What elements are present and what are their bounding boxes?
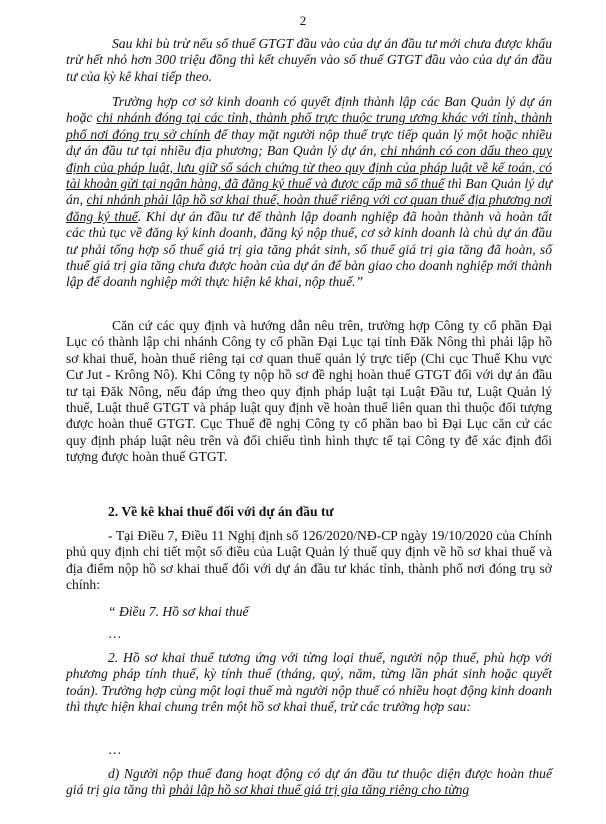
para2-text-2: để thay mặt người nộp thuế trực tiếp quản lý một hoặc nhiều dự án đầu tư tại nhiều địa phương; Ban Quản lý dự án,	[66, 126, 552, 159]
paragraph-offset-carryover: Sau khi bù trừ nếu số thuế GTGT đầu vào của dự án đầu tư mới chưa được khấu trừ hết nhỏ hơn 300 triệu đồng thì kết chuyển vào số thuế GTGT đầu vào của dự án đầu tư của kỳ kê khai tiếp theo.	[66, 36, 552, 84]
paragraph-clause-d	[66, 766, 552, 799]
para6-text-1: d) Người nộp thuế đang hoạt động có dự án đầu tư thuộc diện được hoàn thuế giá trị gia tăng thì	[66, 766, 552, 798]
para2-text-1: Trường hợp cơ sở kinh doanh có quyết định thành lập các Ban Quản lý dự án hoặc	[66, 94, 552, 126]
para6-underlined-1: phải lập hồ sơ khai thuế giá trị gia tăng riêng cho từng	[169, 782, 470, 798]
paragraph-decree-126: - Tại Điều 7, Điều 11 Nghị định số 126/2020/NĐ-CP ngày 19/10/2020 của Chính phủ quy định chi tiết một số điều của Luật Quản lý thuế quy định về hồ sơ khai thuế và địa điểm nộp hồ sơ khai thuế đối với dự án đầu tư khác tỉnh, thành phố nơi đóng trụ sở chính:	[66, 528, 552, 593]
para2-text-3: thì Ban Quản lý dự án,	[66, 176, 552, 208]
paragraph-article-7-clause-2: 2. Hồ sơ khai thuế tương ứng với từng loại thuế, người nộp thuế, phù hợp với phương pháp tính thuế, kỳ tính thuế (tháng, quý, năm, từng lần phát sinh hoặc quyết toán). Trường hợp cùng một loại thuế mà người nộp thuế có nhiều hoạt động kinh doanh thì thực hiện khai chung trên một hồ sơ khai thuế, trừ các trường hợp sau:	[66, 650, 552, 715]
paragraph-dai-luc-case: Căn cứ các quy định và hướng dẫn nêu trên, trường hợp Công ty cổ phần Đại Lục có thành lập chi nhánh Công ty cổ phần Đại Lục tại tỉnh Đăk Nông thì phải lập hồ sơ khai thuế, hoàn thuế riêng tại cơ quan thuế quản lý trực tiếp (Chi cục Thuế Khu vực Cư Jut - Krông Nô). Khi Công ty nộp hồ sơ đề nghị hoàn thuế GTGT đối với dự án đầu tư tại Đăk Nông, nếu đáp ứng theo quy định pháp luật tại Luật Đầu tư, Luật Quản lý thuế, Luật thuế GTGT và pháp luật quy định về hoàn thuế liên quan thì thuộc đối tượng được hoàn thuế GTGT. Cục Thuế đề nghị Công ty cổ phần bao bì Đại Lục căn cứ các quy định pháp luật nêu trên và đối chiếu tình hình thực tế tại Công ty để xác định đối tượng được hoàn thuế GTGT.	[66, 318, 552, 465]
section-heading-2: 2. Về kê khai thuế đối với dự án đầu tư	[108, 504, 334, 519]
ellipsis-1: …	[108, 626, 122, 641]
para2-underlined-2: chi nhánh có con dấu theo quy định của pháp luật, lưu giữ sổ sách chứng từ theo quy định của pháp luật về kế toán, có tài khoản gửi tại ngân hàng, đã đăng ký thuế và được cấp mã số thuế	[66, 143, 552, 192]
page-number: 2	[299, 13, 307, 28]
para2-underlined-1: chi nhánh đóng tại các tỉnh, thành phố trực thuộc trung ương khác với tỉnh, thành phố nơi đóng trụ sở chính	[66, 110, 553, 142]
paragraph-project-management-boards	[66, 94, 552, 291]
para2-underlined-3: chi nhánh phải lập hồ sơ khai thuế, hoàn thuế riêng với cơ quan thuế địa phương nơi đăng ký thuế	[66, 192, 552, 224]
para2-text-4: . Khi dự án đầu tư để thành lập doanh nghiệp đã hoàn thành và hoàn tất các thủ tục về đăng ký kinh doanh, đăng ký nộp thuế, cơ sở kinh doanh là chủ dự án đầu tư phải tổng hợp số thuế giá trị gia tăng phát sinh, số thuế giá trị gia tăng đã hoàn, số thuế giá trị gia tăng chưa được hoàn của dự án để bàn giao cho doanh nghiệp mới thành lập để doanh nghiệp mới thực hiện kê khai, nộp thuế.”	[66, 208, 552, 290]
quote-article-7-title: “ Điều 7. Hồ sơ khai thuế	[108, 604, 249, 619]
ellipsis-2: …	[108, 742, 122, 757]
